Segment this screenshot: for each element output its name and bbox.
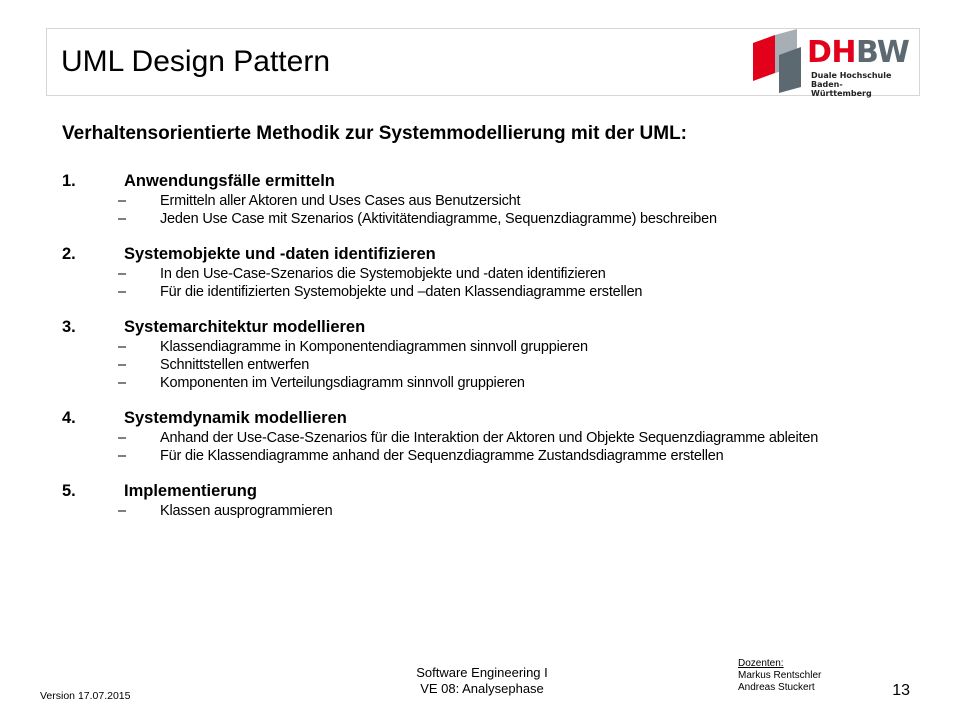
logo-subtitle-line1: Duale Hochschule xyxy=(811,71,892,80)
section-1 xyxy=(62,170,922,228)
dozent-name: Andreas Stuckert xyxy=(738,682,815,693)
dhbw-logo-text xyxy=(807,37,909,69)
logo-subtitle-line2: Baden-Württemberg xyxy=(811,80,872,98)
logo-bw: BW xyxy=(856,35,910,70)
dash-bullet: – xyxy=(118,375,126,391)
dash-bullet: – xyxy=(118,448,126,464)
bullet-text: In den Use-Case-Szenarios die Systemobjekte und -daten identifizieren xyxy=(160,266,606,282)
bullet-text: Schnittstellen entwerfen xyxy=(160,357,310,373)
section-title-text: Systemarchitektur modellieren xyxy=(124,318,366,336)
dhbw-logo xyxy=(749,29,910,98)
list-item xyxy=(62,338,922,356)
section-5 xyxy=(62,480,922,520)
section-title xyxy=(62,243,922,265)
methodology-list xyxy=(62,170,922,535)
dozent-name: Markus Rentschler xyxy=(738,670,822,681)
bullet-text: Klassen ausprogrammieren xyxy=(160,503,333,519)
slide-title: UML Design Pattern xyxy=(61,45,331,78)
bullet-text: Für die identifizierten Systemobjekte und –daten Klassendiagramme erstellen xyxy=(160,284,643,300)
section-title xyxy=(62,316,922,338)
list-item xyxy=(62,374,922,392)
footer-course-line1: Software Engineering I xyxy=(416,665,548,680)
section-title-text: Systemobjekte und -daten identifizieren xyxy=(124,245,436,263)
section-number: 2. xyxy=(62,245,76,263)
section-4 xyxy=(62,407,922,465)
dash-bullet: – xyxy=(118,430,126,446)
bullet-text: Jeden Use Case mit Szenarios (Aktivitätendiagramme, Sequenzdiagramme) beschreiben xyxy=(160,211,717,227)
footer-course xyxy=(382,665,582,697)
section-title xyxy=(62,407,922,429)
list-item xyxy=(62,429,922,447)
dash-bullet: – xyxy=(118,503,126,519)
bullet-text: Ermitteln aller Aktoren und Uses Cases aus Benutzersicht xyxy=(160,193,521,209)
bullet-text: Für die Klassendiagramme anhand der Sequenzdiagramme Zustandsdiagramme erstellen xyxy=(160,448,724,464)
dash-bullet: – xyxy=(118,266,126,282)
section-title-text: Systemdynamik modellieren xyxy=(124,409,347,427)
bullet-text: Klassendiagramme in Komponentendiagrammen sinnvoll gruppieren xyxy=(160,339,588,355)
bullet-text: Komponenten im Verteilungsdiagramm sinnvoll gruppieren xyxy=(160,375,525,391)
dhbw-logo-mark-icon xyxy=(749,29,807,93)
footer-dozenten xyxy=(738,658,821,694)
section-title xyxy=(62,480,922,502)
dash-bullet: – xyxy=(118,284,126,300)
list-item xyxy=(62,502,922,520)
dozenten-label: Dozenten: xyxy=(738,658,784,669)
bullet-text: Anhand der Use-Case-Szenarios für die Interaktion der Aktoren und Objekte Sequenzdiagramme ableiten xyxy=(160,430,819,446)
list-item xyxy=(62,356,922,374)
section-3 xyxy=(62,316,922,392)
list-item xyxy=(62,447,922,465)
footer-version: Version 17.07.2015 xyxy=(40,690,131,702)
section-title xyxy=(62,170,922,192)
slide-heading: Verhaltensorientierte Methodik zur Systemmodellierung mit der UML: xyxy=(62,123,688,144)
title-box xyxy=(46,28,920,96)
section-number: 1. xyxy=(62,172,76,190)
footer-course-line2: VE 08: Analysephase xyxy=(420,681,544,696)
logo-dh: DH xyxy=(807,35,857,70)
section-number: 3. xyxy=(62,318,76,336)
list-item xyxy=(62,210,922,228)
dash-bullet: – xyxy=(118,339,126,355)
dash-bullet: – xyxy=(118,357,126,373)
section-number: 5. xyxy=(62,482,76,500)
section-title-text: Implementierung xyxy=(124,482,257,500)
list-item xyxy=(62,265,922,283)
section-2 xyxy=(62,243,922,301)
section-title-text: Anwendungsfälle ermitteln xyxy=(124,172,335,190)
dash-bullet: – xyxy=(118,211,126,227)
list-item xyxy=(62,192,922,210)
page-number: 13 xyxy=(892,682,910,699)
dhbw-logo-subtitle xyxy=(811,71,899,98)
section-number: 4. xyxy=(62,409,76,427)
dash-bullet: – xyxy=(118,193,126,209)
list-item xyxy=(62,283,922,301)
